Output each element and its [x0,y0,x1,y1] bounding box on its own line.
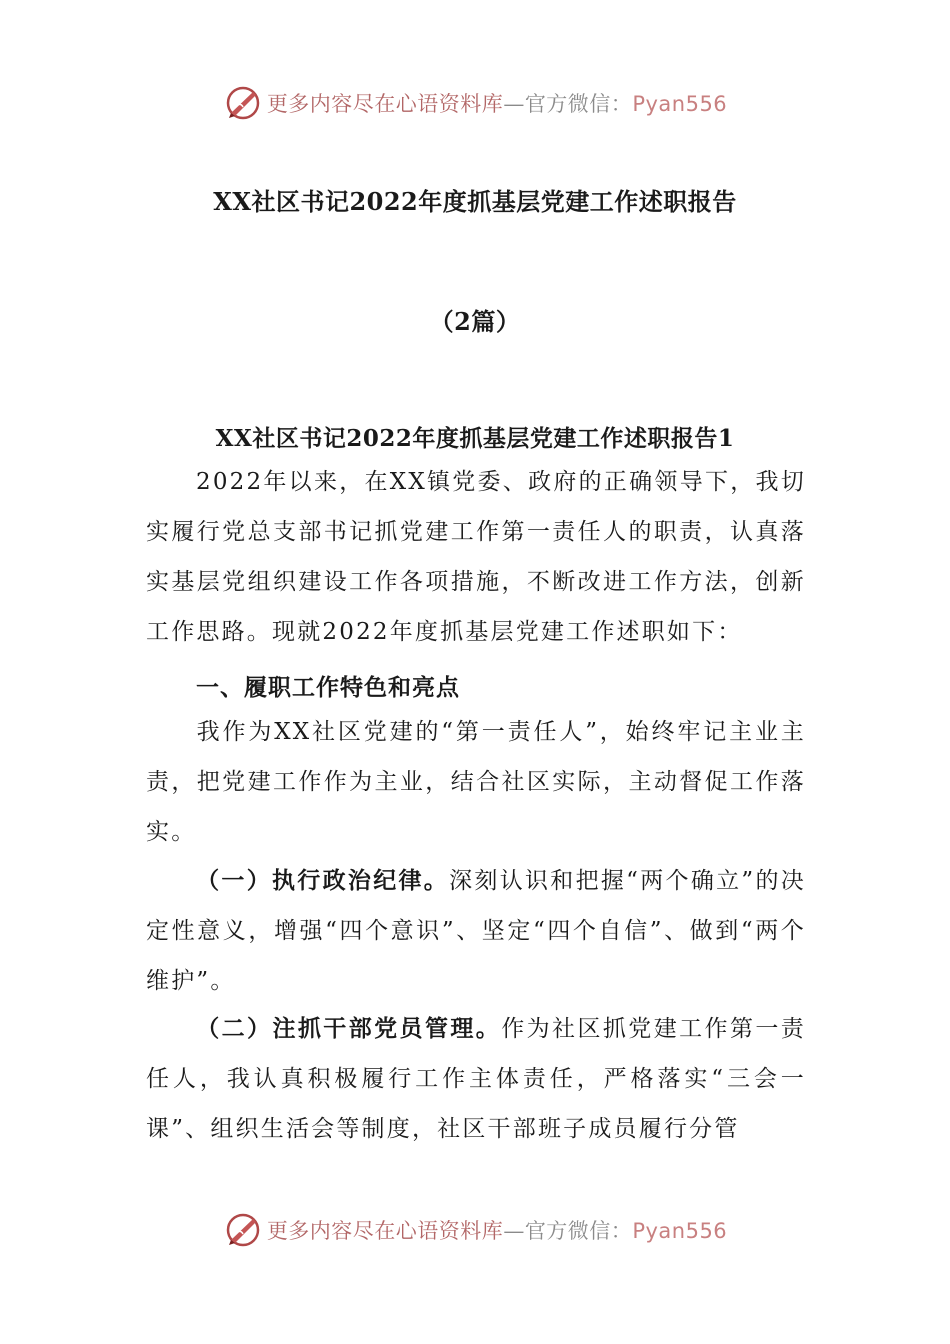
banner-text: 更多内容尽在心语资料库—官方微信：Pyan556 [266,1219,728,1243]
item-label-2: （二）注抓干部党员管理。 [196,1015,502,1042]
pen-logo-icon [223,1210,263,1250]
item-paragraph-1: （一）执行政治纪律。深刻认识和把握“两个确立”的决定性意义，增强“四个意识”、坚定“四个自信”、做到“两个维护”。 [146,867,806,994]
footer-banner [0,1205,950,1255]
document-count: （2篇） [429,307,521,336]
item-paragraph-2: （二）注抓干部党员管理。作为社区抓党建工作第一责任人，我认真积极履行工作主体责任，严格落实“三会一课”、组织生活会等制度，社区干部班子成员履行分管 [146,1015,806,1142]
header-banner [0,78,950,128]
section-heading: 一、履职工作特色和亮点 [196,674,460,701]
banner-text: 更多内容尽在心语资料库—官方微信：Pyan556 [266,92,728,116]
document-title: XX社区书记2022年度抓基层党建工作述职报告 [213,187,737,216]
pen-logo-icon [223,83,263,123]
item-label-1: （一）执行政治纪律。 [196,867,450,894]
report-title: XX社区书记2022年度抓基层党建工作述职报告1 [215,425,735,452]
section-paragraph: 我作为XX社区党建的“第一责任人”，始终牢记主业主责，把党建工作作为主业，结合社区实际，主动督促工作落实。 [146,719,806,845]
intro-paragraph: 2022年以来，在XX镇党委、政府的正确领导下，我切实履行党总支部书记抓党建工作第一责任人的职责，认真落实基层党组织建设工作各项措施，不断改进工作方法，创新工作思路。现就2022年度抓基层党建工作述职如下： [146,469,806,645]
